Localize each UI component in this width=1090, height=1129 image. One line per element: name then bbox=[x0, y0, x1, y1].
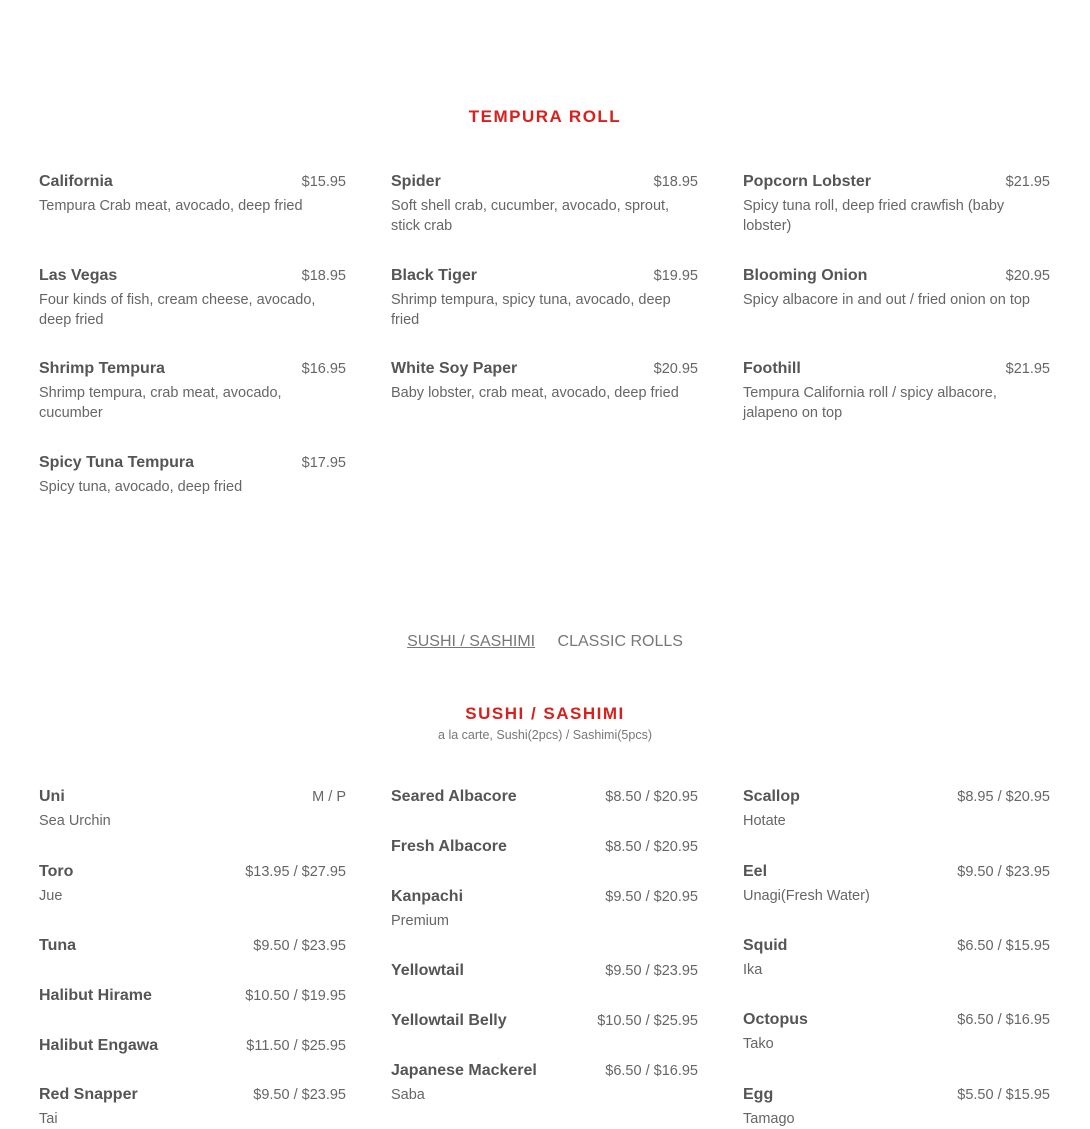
item-price: $8.95 / $20.95 bbox=[957, 789, 1050, 805]
item-name: Halibut Engawa bbox=[39, 1037, 159, 1054]
menu-item bbox=[743, 937, 1050, 980]
item-name: Squid bbox=[743, 937, 788, 954]
item-price: $20.95 bbox=[1005, 268, 1050, 284]
item-price: $13.95 / $27.95 bbox=[245, 864, 346, 880]
item-price: $6.50 / $16.95 bbox=[605, 1063, 698, 1079]
item-description: Four kinds of fish, cream cheese, avocado, deep fried bbox=[39, 292, 316, 328]
menu-item bbox=[391, 1062, 698, 1105]
item-price: $10.50 / $19.95 bbox=[245, 988, 346, 1004]
item-name: Eel bbox=[743, 863, 768, 880]
item-price: $11.50 / $25.95 bbox=[246, 1038, 346, 1054]
menu-item bbox=[39, 863, 346, 906]
item-name: Black Tiger bbox=[391, 267, 477, 284]
item-name: Spider bbox=[391, 173, 441, 190]
item-name: Yellowtail bbox=[391, 962, 464, 979]
tempura-roll-heading: TEMPURA ROLL bbox=[468, 107, 622, 126]
menu-item bbox=[39, 173, 346, 216]
sushi-sashimi-subtitle: a la carte, Sushi(2pcs) / Sashimi(5pcs) bbox=[438, 728, 652, 742]
menu-item bbox=[743, 173, 1050, 236]
item-description: Sea Urchin bbox=[39, 813, 111, 829]
item-name: Spicy Tuna Tempura bbox=[39, 454, 194, 471]
menu-item bbox=[39, 1037, 346, 1055]
item-name: Las Vegas bbox=[39, 267, 118, 284]
item-price: $15.95 bbox=[301, 174, 346, 190]
item-description: Tamago bbox=[743, 1111, 795, 1127]
item-price: $8.50 / $20.95 bbox=[605, 789, 698, 805]
item-description: Jue bbox=[39, 888, 63, 904]
item-price: $18.95 bbox=[301, 268, 346, 284]
tab-sushi-sashimi[interactable]: SUSHI / SASHIMI bbox=[407, 633, 536, 650]
menu-item bbox=[743, 863, 1050, 906]
menu-tabs bbox=[0, 633, 1090, 651]
item-price: $17.95 bbox=[301, 455, 346, 471]
item-price: $8.50 / $20.95 bbox=[605, 839, 698, 855]
menu-item bbox=[391, 360, 698, 403]
item-name: Fresh Albacore bbox=[391, 838, 507, 855]
menu-item bbox=[39, 937, 346, 955]
item-description: Soft shell crab, cucumber, avocado, sprout, stick crab bbox=[391, 198, 670, 234]
item-name: Tuna bbox=[39, 937, 77, 954]
item-name: Popcorn Lobster bbox=[743, 173, 872, 190]
item-price: $18.95 bbox=[653, 174, 698, 190]
item-price: $21.95 bbox=[1005, 361, 1050, 377]
item-price: $20.95 bbox=[653, 361, 698, 377]
item-price: $9.50 / $23.95 bbox=[605, 963, 698, 979]
menu-item bbox=[39, 788, 346, 831]
item-name: Foothill bbox=[743, 360, 801, 377]
menu-item bbox=[743, 788, 1050, 831]
item-description: Spicy albacore in and out / fried onion on top bbox=[743, 292, 1030, 308]
item-description: Tai bbox=[39, 1111, 58, 1127]
item-description: Tako bbox=[743, 1036, 774, 1052]
menu-item bbox=[743, 1086, 1050, 1129]
item-description: Spicy tuna, avocado, deep fried bbox=[39, 479, 243, 495]
item-name: Japanese Mackerel bbox=[391, 1062, 537, 1079]
item-name: Blooming Onion bbox=[743, 267, 868, 284]
menu-item bbox=[391, 962, 698, 980]
item-price: $5.50 / $15.95 bbox=[957, 1087, 1050, 1103]
menu-item bbox=[743, 1011, 1050, 1054]
item-name: California bbox=[39, 173, 113, 190]
menu-item bbox=[39, 987, 346, 1005]
item-name: Shrimp Tempura bbox=[39, 360, 165, 377]
item-description: Hotate bbox=[743, 813, 786, 829]
item-price: $9.50 / $20.95 bbox=[605, 889, 698, 905]
menu-item bbox=[391, 1012, 698, 1030]
item-name: Uni bbox=[39, 788, 65, 805]
item-description: Spicy tuna roll, deep fried crawfish (baby lobster) bbox=[743, 198, 1005, 234]
menu-item bbox=[743, 267, 1050, 310]
item-description: Unagi(Fresh Water) bbox=[743, 888, 870, 904]
item-description: Shrimp tempura, spicy tuna, avocado, deep fried bbox=[391, 292, 671, 328]
menu-item bbox=[39, 454, 346, 497]
item-name: Toro bbox=[39, 863, 74, 880]
item-description: Baby lobster, crab meat, avocado, deep fried bbox=[391, 385, 679, 401]
item-name: White Soy Paper bbox=[391, 360, 518, 377]
menu-item bbox=[391, 173, 698, 236]
item-name: Scallop bbox=[743, 788, 800, 805]
item-price: $6.50 / $15.95 bbox=[957, 938, 1050, 954]
item-price: $9.50 / $23.95 bbox=[957, 864, 1050, 880]
menu-item bbox=[391, 888, 698, 931]
menu-item bbox=[39, 1086, 346, 1129]
item-price: $9.50 / $23.95 bbox=[253, 938, 346, 954]
item-price: $6.50 / $16.95 bbox=[957, 1012, 1050, 1028]
menu-item bbox=[391, 838, 698, 856]
menu-item bbox=[39, 360, 346, 423]
tab-classic-rolls[interactable]: CLASSIC ROLLS bbox=[557, 633, 683, 650]
item-name: Halibut Hirame bbox=[39, 987, 152, 1004]
item-description: Premium bbox=[391, 913, 450, 929]
menu-item bbox=[391, 267, 698, 330]
menu-item bbox=[743, 360, 1050, 423]
item-price: $10.50 / $25.95 bbox=[597, 1013, 698, 1029]
item-name: Egg bbox=[743, 1086, 774, 1103]
menu-item bbox=[391, 788, 698, 806]
item-price: $21.95 bbox=[1005, 174, 1050, 190]
item-price: M / P bbox=[312, 789, 346, 805]
item-name: Yellowtail Belly bbox=[391, 1012, 507, 1029]
item-price: $9.50 / $23.95 bbox=[253, 1087, 346, 1103]
item-price: $16.95 bbox=[301, 361, 346, 377]
sushi-sashimi-heading: SUSHI / SASHIMI bbox=[465, 704, 625, 723]
item-name: Seared Albacore bbox=[391, 788, 517, 805]
item-description: Saba bbox=[391, 1087, 425, 1103]
item-price: $19.95 bbox=[653, 268, 698, 284]
item-name: Kanpachi bbox=[391, 888, 464, 905]
item-description: Tempura California roll / spicy albacore, jalapeno on top bbox=[743, 385, 997, 421]
item-description: Shrimp tempura, crab meat, avocado, cucumber bbox=[39, 385, 282, 421]
item-name: Octopus bbox=[743, 1011, 808, 1028]
menu-item bbox=[39, 267, 346, 330]
item-description: Tempura Crab meat, avocado, deep fried bbox=[39, 198, 303, 214]
item-description: Ika bbox=[743, 962, 763, 978]
item-name: Red Snapper bbox=[39, 1086, 138, 1103]
